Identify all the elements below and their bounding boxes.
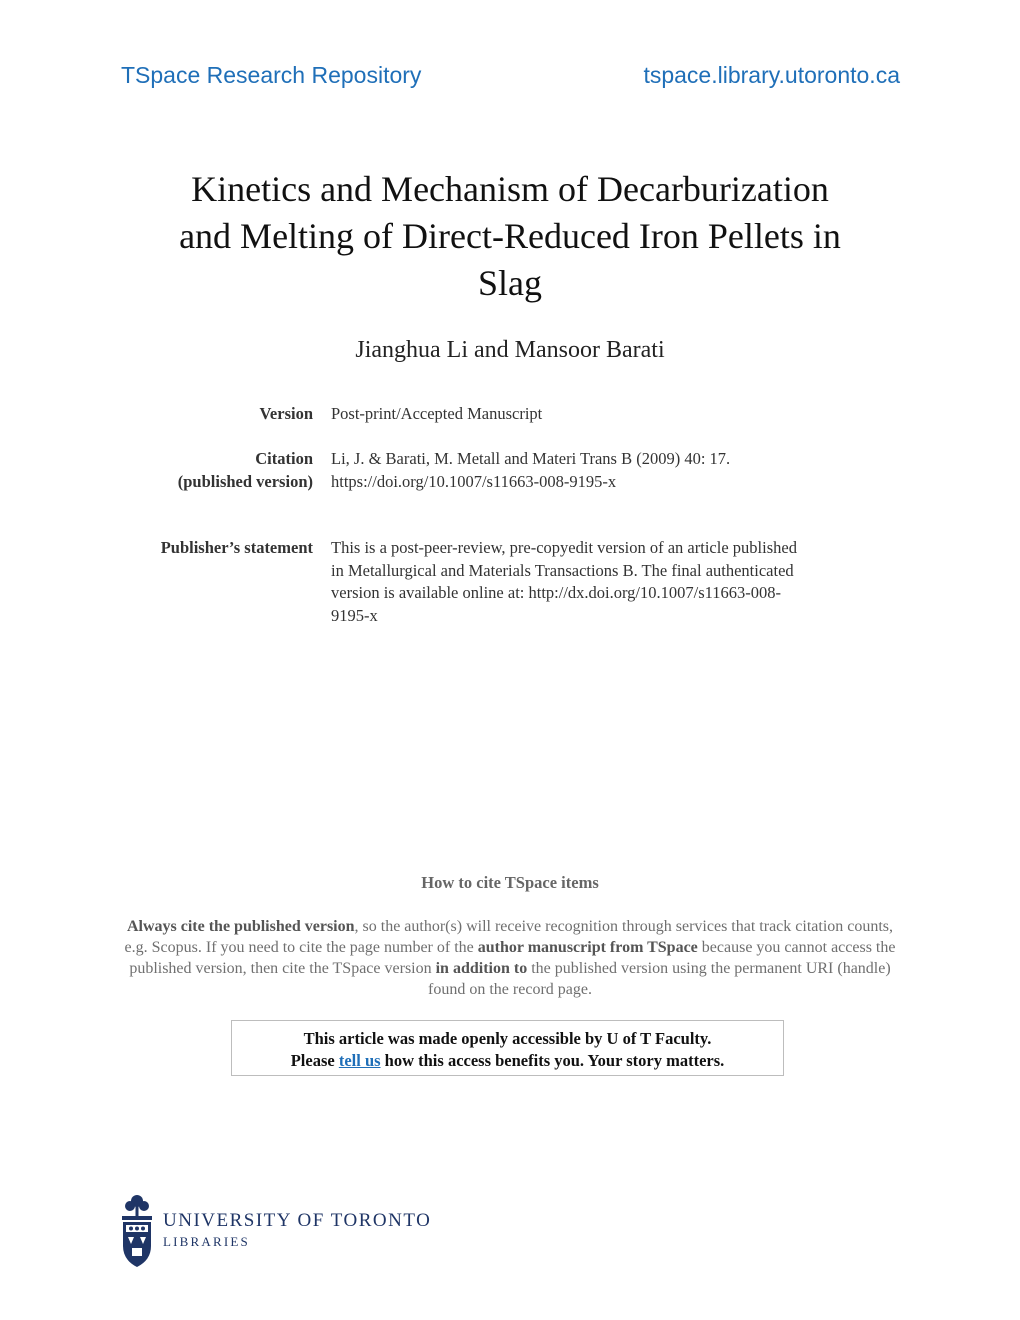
citation-value-line-1: Li, J. & Barati, M. Metall and Materi Trans B (2009) 40: 17. [331, 449, 731, 468]
publisher-line-1: This is a post-peer-review, pre-copyedit version of an article published [331, 538, 797, 557]
document-title [100, 166, 920, 307]
title-line-2: and Melting of Direct-Reduced Iron Pellets in [179, 216, 841, 256]
cite-bold-author-manuscript: author manuscript from TSpace [477, 939, 698, 956]
citation-label-line-1: Citation [255, 449, 313, 468]
citation-doi[interactable]: https://doi.org/10.1007/s11663-008-9195-x [331, 471, 617, 491]
access-line-1: This article was made openly accessible by U of T Faculty. [303, 1029, 712, 1048]
citation-label [13, 448, 313, 493]
libraries-label: LIBRARIES [163, 1234, 250, 1249]
university-crest-icon [120, 1192, 154, 1268]
open-access-box [231, 1020, 784, 1076]
tell-us-link[interactable]: tell us [338, 1051, 381, 1070]
citation-value [331, 448, 887, 493]
citation-label-line-2: (published version) [177, 471, 313, 491]
version-value: Post-print/Accepted Manuscript [331, 404, 543, 423]
cite-bold-published: Always cite the published version [126, 918, 355, 935]
cite-text-1: , so the author(s) will receive recognition through services that track citation counts, e.g. Scopus. If you need to cite the page number of the [124, 918, 894, 956]
publisher-line-4: 9195-x [331, 605, 378, 625]
how-to-cite-text [120, 916, 900, 1000]
title-line-1: Kinetics and Mechanism of Decarburization [191, 169, 829, 209]
cite-text-3: the published version using the permanent URI (handle) found on the record page. [428, 960, 891, 998]
cite-bold-in-addition: in addition to [435, 960, 528, 977]
university-of-toronto-libraries-logo [120, 1192, 450, 1268]
publisher-label: Publisher’s statement [160, 538, 313, 557]
title-line-3: Slag [477, 263, 542, 303]
repository-link[interactable]: TSpace Research Repository [121, 62, 422, 88]
cite-text-2: because you cannot access the published version, then cite the TSpace version [129, 939, 896, 977]
publisher-statement [331, 537, 887, 627]
authors: Jianghua Li and Mansoor Barati [355, 337, 665, 363]
publisher-line-3: version is available online at: http://dx.doi.org/10.1007/s11663-008- [331, 583, 782, 602]
publisher-line-2: in Metallurgical and Materials Transactions B. The final authenticated [331, 560, 794, 580]
how-to-cite-heading: How to cite TSpace items [421, 873, 599, 892]
site-url-link[interactable]: tspace.library.utoronto.ca [643, 62, 900, 88]
access-line-2-pre: Please [290, 1051, 339, 1070]
university-name: UNIVERSITY OF TORONTO [163, 1210, 432, 1231]
access-line-2-post: how this access benefits you. Your story matters. [380, 1051, 725, 1070]
version-label: Version [259, 404, 313, 423]
